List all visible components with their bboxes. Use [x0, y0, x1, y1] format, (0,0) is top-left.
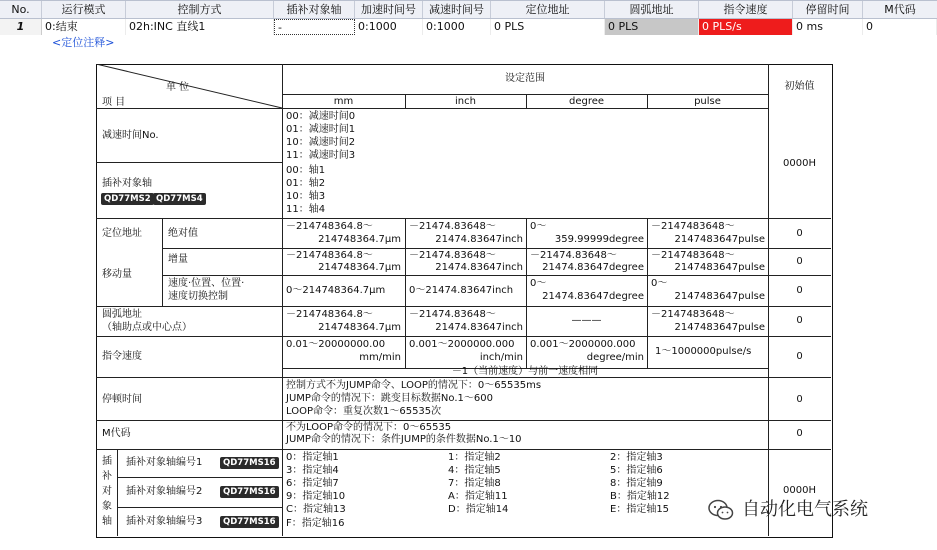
axis-option: 4：指定轴5 — [448, 465, 501, 476]
cell-mcode[interactable]: 0 — [863, 19, 937, 35]
axis-option: 1：指定轴2 — [448, 452, 501, 463]
cell-interp-axis[interactable]: - — [274, 19, 355, 35]
dwell-line: 控制方式不为JUMP命令、LOOP的情况下：0～65535ms — [286, 380, 542, 391]
sw-degree-max: 21474.83647degree — [542, 291, 644, 302]
inc-mm-min: －214748364.8～ — [286, 250, 373, 261]
inc-mm-max: 214748364.7μm — [318, 262, 401, 273]
mcode-initial: 0 — [796, 428, 803, 439]
inc-initial: 0 — [796, 256, 803, 267]
inc-inch-max: 21474.83647inch — [435, 262, 523, 273]
positioning-data-grid — [0, 0, 937, 50]
arc-mm-min: －214748364.8～ — [286, 309, 373, 320]
axis-option: 9：指定轴10 — [286, 491, 346, 502]
header-item: 项 目 — [102, 97, 126, 108]
dwell-line: JUMP命令的情况下：跳变目标数据No.1～600 — [286, 393, 493, 404]
axis-option: 3：指定轴4 — [286, 465, 339, 476]
cell-dwell[interactable]: 0 ms — [793, 19, 863, 35]
dwell-label: 停顿时间 — [102, 394, 142, 405]
move-label: 移动量 — [102, 269, 132, 280]
divider — [647, 218, 648, 368]
header-setting-range: 设定范围 — [505, 73, 545, 84]
increment-label: 增量 — [168, 254, 188, 265]
inc-pulse-min: －2147483648～ — [651, 250, 735, 261]
arc-mm-max: 214748364.7μm — [318, 322, 401, 333]
speed-mm-range: 0.01～20000000.00 — [286, 339, 386, 350]
speed-degree-range: 0.001～2000000.000 — [530, 339, 636, 350]
pos-initial: 0 — [796, 228, 803, 239]
arc-degree: ——— — [571, 315, 602, 326]
divider — [96, 162, 283, 163]
arc-pulse-min: －2147483648～ — [651, 309, 735, 320]
axis-option: A：指定轴11 — [448, 491, 508, 502]
dwell-initial: 0 — [796, 394, 803, 405]
header-degree: degree — [568, 96, 605, 107]
table-row[interactable] — [0, 19, 937, 35]
pos-pulse-min: －2147483648～ — [651, 221, 735, 232]
divider — [96, 218, 831, 219]
speed-mm-unit: mm/min — [359, 352, 401, 363]
cell-address[interactable]: 0 PLS — [491, 19, 605, 35]
decel-initial: 0000H — [783, 158, 816, 169]
divider — [117, 449, 118, 536]
watermark — [708, 498, 918, 522]
setting-range-table — [96, 64, 833, 538]
arc-pulse-max: 2147483647pulse — [674, 322, 765, 333]
arc-inch-min: －21474.83648～ — [409, 309, 496, 320]
mcode-line: 不为LOOP命令的情况下：0～65535 — [286, 422, 452, 433]
divider — [282, 94, 768, 95]
interp-line: 11：轴4 — [286, 204, 326, 215]
interp-label: 插补对象轴 — [102, 178, 152, 189]
axis-option: C：指定轴13 — [286, 504, 346, 515]
cell-decel[interactable]: 0:1000 — [423, 19, 491, 35]
cell-command-speed[interactable]: 0 PLS/s — [699, 19, 793, 35]
switch-label-1: 速度·位置、位置· — [168, 278, 245, 289]
col-header-dwell[interactable]: 停留时间 — [793, 1, 863, 18]
divider — [117, 477, 282, 478]
axis-option: 5：指定轴6 — [610, 465, 663, 476]
absolute-label: 绝对值 — [168, 228, 198, 239]
speed-degree-unit: degree/min — [586, 352, 644, 363]
col-header-interp-axis[interactable]: 插补对象轴 — [274, 1, 355, 18]
cell-control[interactable]: 02h:INC 直线1 — [126, 19, 274, 35]
speed-inch-unit: inch/min — [479, 352, 523, 363]
model-badge: QD77MS16 — [220, 516, 279, 528]
model-badge: QD77MS2 — [101, 193, 154, 205]
axis-option: 8：指定轴9 — [610, 478, 663, 489]
axis-option: 7：指定轴8 — [448, 478, 501, 489]
divider — [162, 248, 768, 249]
col-header-mode[interactable]: 运行模式 — [42, 1, 126, 18]
pos-inch-max: 21474.83647inch — [435, 234, 523, 245]
interp-axis-vlabel: 象 — [102, 501, 112, 512]
interp-axis-vlabel: 轴 — [102, 516, 112, 527]
divider — [162, 275, 831, 276]
pos-mm-max: 214748364.7μm — [318, 234, 401, 245]
watermark-text: 自动化电气系统 — [742, 499, 868, 520]
col-header-address[interactable]: 定位地址 — [491, 1, 605, 18]
header-unit: 单 位 — [166, 82, 190, 93]
pos-pulse-max: 2147483647pulse — [674, 234, 765, 245]
col-header-decel[interactable]: 减速时间号 — [423, 1, 491, 18]
dwell-line: LOOP命令：重复次数1～65535次 — [286, 406, 442, 417]
interp-line: 01：轴2 — [286, 178, 326, 189]
cell-arc-address[interactable]: 0 PLS — [605, 19, 699, 35]
pos-mm-min: －214748364.8～ — [286, 221, 373, 232]
sw-initial: 0 — [796, 285, 803, 296]
speed-label: 指令速度 — [102, 351, 142, 362]
axis-option: 6：指定轴7 — [286, 478, 339, 489]
interp-axis-no1-label: 插补对象轴编号1 — [126, 457, 203, 468]
col-header-no[interactable]: No. — [0, 1, 42, 18]
col-header-arc[interactable]: 圆弧地址 — [605, 1, 699, 18]
col-header-control[interactable]: 控制方式 — [126, 1, 274, 18]
divider — [96, 449, 831, 450]
inc-degree-min: －21474.83648～ — [530, 250, 617, 261]
arc-label-1: 圆弧地址 — [102, 309, 142, 320]
grid-header-row — [0, 0, 937, 19]
arc-initial: 0 — [796, 315, 803, 326]
header-pulse: pulse — [694, 96, 721, 107]
model-badge: QD77MS16 — [220, 457, 279, 469]
inc-degree-max: 21474.83647degree — [542, 262, 644, 273]
arc-inch-max: 21474.83647inch — [435, 322, 523, 333]
decel-line: 01：减速时间1 — [286, 124, 356, 135]
pos-degree-max: 359.99999degree — [554, 234, 644, 245]
divider — [768, 248, 831, 249]
axis-option: E：指定轴15 — [610, 504, 670, 515]
model-badge: QD77MS4 — [153, 193, 206, 205]
interp-axis-vlabel: 补 — [102, 471, 112, 482]
speed-initial: 0 — [796, 351, 803, 362]
divider — [117, 507, 282, 508]
inc-inch-min: －21474.83648～ — [409, 250, 496, 261]
divider — [96, 420, 831, 421]
mcode-line: JUMP命令的情况下：条件JUMP的条件数据No.1～10 — [286, 434, 522, 445]
speed-pulse: 1～1000000pulse/s — [655, 346, 752, 357]
axis-option: B：指定轴12 — [610, 491, 670, 502]
decel-line: 00：减速时间0 — [286, 111, 356, 122]
inc-pulse-max: 2147483647pulse — [674, 262, 765, 273]
decel-line: 11：减速时间3 — [286, 150, 356, 161]
sw-pulse-max: 2147483647pulse — [674, 291, 765, 302]
sw-degree-min: 0～ — [530, 278, 547, 289]
interp-axis-no2-label: 插补对象轴编号2 — [126, 486, 203, 497]
header-inch: inch — [455, 96, 476, 107]
header-mm: mm — [333, 96, 354, 107]
col-header-mcode[interactable]: M代码 — [884, 3, 916, 16]
divider — [96, 306, 831, 307]
col-header-speed[interactable]: 指令速度 — [699, 1, 793, 18]
sw-pulse-min: 0～ — [651, 278, 668, 289]
header-initial-value: 初始值 — [784, 81, 815, 92]
divider — [96, 108, 768, 109]
pos-addr-label: 定位地址 — [102, 228, 142, 239]
note-row — [0, 35, 937, 50]
divider — [768, 64, 769, 536]
divider — [162, 218, 163, 306]
axis-option: F：指定轴16 — [286, 518, 345, 529]
interp-axis-initial: 0000H — [783, 485, 816, 496]
divider — [405, 218, 406, 368]
axis-option: 0：指定轴1 — [286, 452, 339, 463]
model-badge: QD77MS16 — [220, 486, 279, 498]
speed-note: －1（当前速度）与前一速度相同 — [451, 366, 599, 377]
pos-degree-min: 0～ — [530, 221, 547, 232]
interp-axis-vlabel: 插 — [102, 456, 112, 467]
interp-line: 10：轴3 — [286, 191, 326, 202]
interp-line: 00：轴1 — [286, 165, 326, 176]
interp-axis-no3-label: 插补对象轴编号3 — [126, 516, 203, 527]
cell-accel[interactable]: 0:1000 — [355, 19, 423, 35]
decel-line: 10：减速时间2 — [286, 137, 356, 148]
divider — [282, 64, 283, 536]
sw-inch: 0～21474.83647inch — [409, 285, 514, 296]
axis-option: 2：指定轴3 — [610, 452, 663, 463]
row-number[interactable]: 1 — [0, 19, 42, 35]
pos-inch-min: －21474.83648～ — [409, 221, 496, 232]
divider — [526, 218, 527, 368]
interp-axis-vlabel: 对 — [102, 486, 112, 497]
cell-mode[interactable]: 0:结束 — [42, 19, 126, 35]
col-header-accel[interactable]: 加速时间号 — [355, 1, 423, 18]
sw-mm: 0～214748364.7μm — [286, 285, 386, 296]
decel-label: 减速时间No. — [102, 130, 159, 141]
wechat-icon — [708, 499, 734, 521]
switch-label-2: 速度切换控制 — [168, 291, 228, 302]
arc-label-2: （轴助点或中心点） — [102, 322, 192, 333]
divider — [96, 336, 831, 337]
speed-inch-range: 0.001～2000000.000 — [409, 339, 515, 350]
mcode-label: M代码 — [102, 428, 131, 439]
axis-option: D：指定轴14 — [448, 504, 509, 515]
positioning-comment-link[interactable]: <定位注释> — [52, 36, 115, 49]
